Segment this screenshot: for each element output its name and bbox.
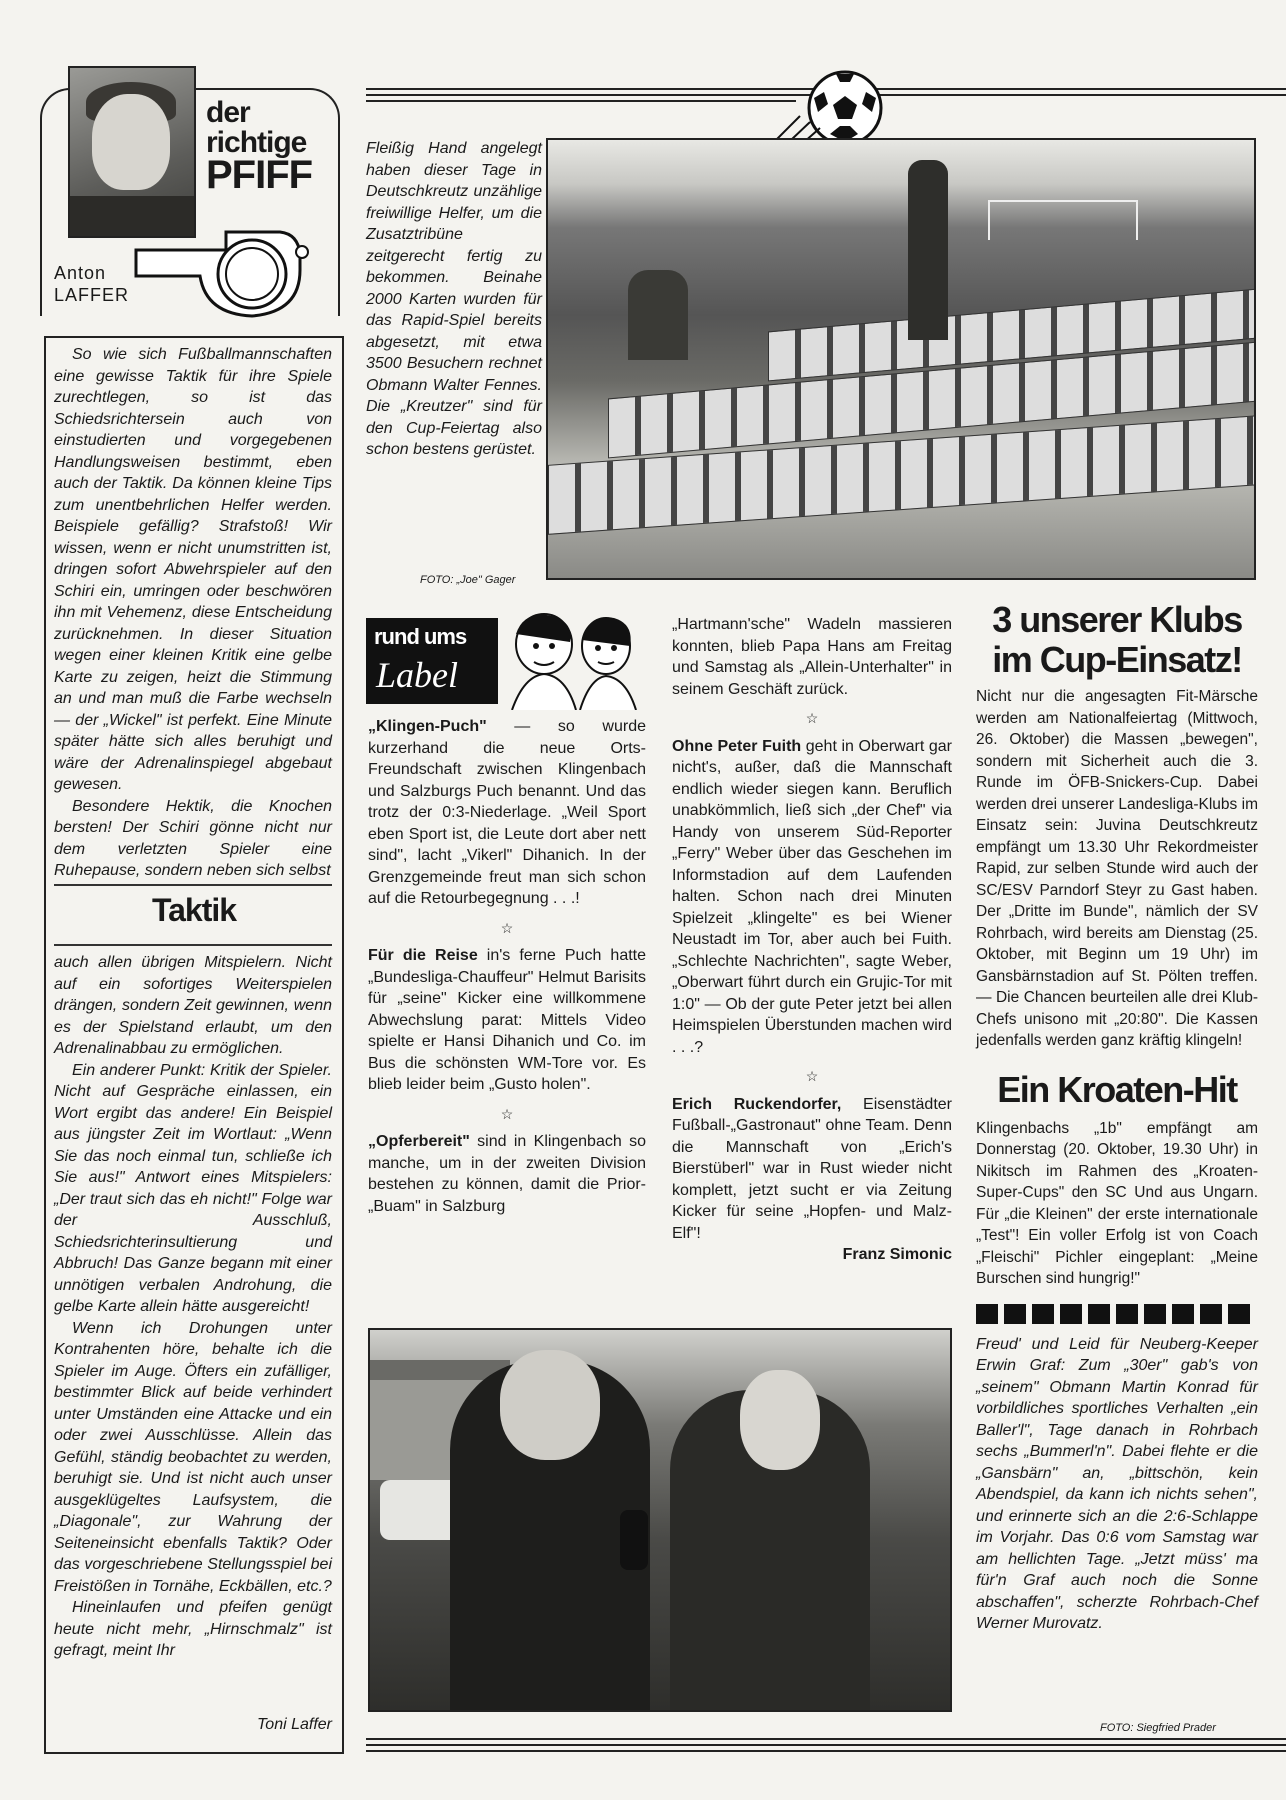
column-para: Hineinlaufen und pfeifen genügt heute nicht mehr, „Hirnschmalz" ist gefragt, meint Ihr <box>54 1599 332 1659</box>
label-item-text: in's ferne Puch hatte „Bundesliga-Chauffeur" Helmut Barisits für „seine" Kicker eine willkommene Abwechslung parat: Mittels Video spielte er Hansi Dihanich und Co. im Bus die schönsten WM-Tore vor. Es blieb leider beim „Gusto holen". <box>368 947 646 1093</box>
divider <box>54 884 332 886</box>
column-para: So wie sich Fußballmannschaften eine gewisse Taktik für ihre Spiele zurechtlegen, so ist das Schiedsrichtersein auch von einstudierten und vorgegebenen Handlungsweisen bestimmt, eben auch der Taktik. Da können kleine Tips zum unentbehrlichen Helfer werden. Beispiele gefällig? Strafstoß! Wir wissen, wenn er nicht unumstritten ist, dringen sofort Abwehrspieler auf den Schiri ein, umringen oder beschwören ihn mit Vehemenz, diese Entscheidung zurücknehmen. In dieser Situation wegen einer kleinen Kritik eine gelbe Karte zu zeigen, heizt die Stimmung an und man muß die Farbe wechseln — der „Wickel" ist perfekt. Eine Minute später hätte sich alles beruhigt und wäre der Adrenalinspiegel abgebaut gewesen. <box>54 346 332 793</box>
label-item-text: sind in Klingenbach so manche, um in der zweiten Division bestehen zu können, damit die Prior-„Buam" in Salzburg <box>368 1133 646 1215</box>
cup-headline: 3 unserer Klubs im Cup-Einsatz! <box>992 599 1242 680</box>
label-item <box>368 1131 646 1217</box>
label-item <box>368 945 646 1096</box>
stadium-work-photo <box>546 138 1256 580</box>
label-item <box>368 716 646 910</box>
bottom-rule <box>366 1744 1286 1746</box>
column-para: Ein anderer Punkt: Kritik der Spieler. Nicht auf Gespräche einlassen, ein Wort ergibt das andere! Ein Beispiel aus jüngster Zeit im Wortlaut: „Wenn Sie das noch einmal tun, schließe ich Sie aus!" Antwort eines Mitspielers: „Der traut sich das eh nicht!" Folge war der Ausschluß, Schiedsrichterinsultierung und Abbruch! Das Ganze begann mit einer unnötigen verbalen Androhung, die gelbe Karte allein hätte ausgereicht! <box>54 1061 332 1315</box>
label-item-lead: Für die Reise <box>368 947 478 964</box>
column-para: Wenn ich Drohungen unter Kontrahenten höre, behalte ich die Spieler im Auge. Öfters ein zufälliger, bestimmter Blick auf beide verhindert unter Umständen eine Attacke und ein oder zwei Ausschlüsse. Allein das Gefühl, ständig beobachtet zu werden, beruhigt sie. Und ist nicht auch unser ausgeklügeltes Laufsystem, die „Diagonale", zur Wahrung der Seiteneinsicht ebenfalls Taktik? Oder das vorgeschriebene Stellungsspiel bei Freistößen in Tornähe, Eckbällen, etc.? <box>54 1319 332 1595</box>
label-author: Franz Simonic <box>842 1246 952 1263</box>
label-item <box>672 1094 952 1245</box>
star-icon: ☆ <box>500 1105 514 1122</box>
whistle-icon <box>130 214 320 334</box>
photo-caption <box>366 138 542 461</box>
column-subhead: Taktik <box>151 892 237 928</box>
column-text-1 <box>54 344 332 882</box>
neuberg-text: Freud' und Leid für Neuberg-Keeper Erwin Graf: Zum „30er" gab's von „seinem" Obmann Martin Konrad für vorbildliches sportliches Verhalten „ein Baller'l", Tage danach in Rohrbach sechs „Bummerl'n". Dabei flehte er die „Gansbärn" an, „bittschön, kein Abendspiel, da kann ich nichts sehen", und erinnerte sich an die 2:6-Schlappe im Vorjahr. Das 0:6 vom Samstag war am hellichten Tage. „Jetzt müss' ma für'n Graf auch noch die Sonne abschaffen", scherzte Rohrbach-Chef Werner Murovatz. <box>976 1335 1258 1632</box>
label-item-text: Eisenstädter Fußball-„Gastronaut" ohne Team. Denn die Mannschaft von „Erich's Bierstüberl" war in Rust wieder nicht komplett, jetzt sucht er via Zeitung Kicker für seine „Hopfen- und Malz-Elf"! <box>672 1095 952 1242</box>
label-item-lead: „Klingen-Puch" <box>368 718 487 735</box>
title-richtige: richtige <box>206 126 307 159</box>
bottom-rule <box>366 1750 1286 1752</box>
label-title-2: Label <box>376 655 459 695</box>
right-column <box>976 600 1258 1635</box>
top-rule <box>366 100 796 102</box>
column-title <box>206 96 346 197</box>
label-logo <box>366 618 498 704</box>
title-der: der <box>206 96 250 129</box>
cup-text: Nicht nur die angesagten Fit-Märsche werden am Nationalfeiertag (Mittwoch, 26. Oktober) die Massen „bewegen", sondern mit Sicherheit auch die 3. Runde im ÖFB-Snickers-Cup. Dabei werden drei unserer Landesliga-Klubs im Einsatz sein: Juvina Deutschkreutz empfängt um 13.30 Uhr Rekordmeister Rapid, zur selben Stunde wird auch der SC/ESV Parndorf Steyr zu Gast haben. Der „Dritte im Bunde", nämlich der SV Rohrbach, wird bereits am Dienstag (25. Oktober, mit Beginn um 19 Uhr) im Gansbärnstadion auf St. Pölten treffen. — Die Chancen beurteilen alle drei Klub-Chefs unisono mit „20:80". Die Kassen jedenfalls werden ganz kräftig klingeln! <box>976 688 1258 1049</box>
divider <box>54 944 332 946</box>
title-pfiff: PFIFF <box>206 153 313 197</box>
handshake-photo <box>368 1328 952 1712</box>
photo-credit: FOTO: „Joe" Gager <box>420 574 516 586</box>
star-icon: ☆ <box>500 919 514 936</box>
label-item-text: — so wurde kurzerhand die neue Orts-Freundschaft zwischen Klingenbach und Salzburgs Puch benannt. Und das trotz der 0:3-Niederlage. „Weil Sport eben Sport ist, die Leute dort aber nett sind", lacht „Vikerl" Dihanich. In der Grenzgemeinde freut man sich schon auf die Retourbegegnung . . .! <box>368 718 646 907</box>
photo-credit-2: FOTO: Siegfried Prader <box>1100 1722 1216 1734</box>
label-item-cont: „Hartmann'sche" Wadeln massieren konnten, blieb Papa Hans am Freitag und Samstag als „Allein-Unterhalter" in seinem Geschäft zurück. <box>672 616 952 698</box>
label-item-text: geht in Oberwart gar nicht's, außer, daß die Mannschaft endlich wieder siegen kann. Beruflich unabkömmlich, ließ sich „der Chef" via Handy von unserem Süd-Reporter „Ferry" Weber über das Geschehen im Informstadion auf dem Laufenden halten. Schon nach drei Minuten Spielzeit „klingelte" es bei Wiener Neustadt im Tor, aber auch bei Fuith. „Schlechte Nachrichten", sagte Weber, „Oberwart führt durch ein Grujic-Tor mit 1:0" — Ob der gute Peter jetzt bei allen Heimspielen Überstunden machen wird . . .? <box>672 737 952 1056</box>
label-item <box>672 736 952 1059</box>
column-signature: Toni Laffer <box>256 1716 332 1733</box>
author-portrait <box>68 66 196 238</box>
label-item-lead: „Opferbereit" <box>368 1133 470 1150</box>
author-name <box>54 262 129 306</box>
cartoon-figures-icon <box>494 606 644 710</box>
label-item-lead: Ohne Peter Fuith <box>672 737 802 755</box>
author-first: Anton <box>54 263 107 283</box>
column-para: Besondere Hektik, die Knochen bersten! Der Schiri gönne nicht nur dem verletzten Spieler eine Ruhepause, sondern neben sich selbst <box>54 797 332 879</box>
star-icon: ☆ <box>805 710 819 726</box>
label-title-1: rund ums <box>374 624 467 649</box>
label-column-1 <box>368 716 646 1217</box>
star-icon: ☆ <box>805 1068 819 1084</box>
column-text-2 <box>54 952 332 1662</box>
label-item-lead: Erich Ruckendorfer, <box>672 1095 842 1113</box>
kroaten-headline: Ein Kroaten-Hit <box>997 1068 1237 1110</box>
label-column-2 <box>672 614 952 1266</box>
bottom-rule <box>366 1738 1286 1740</box>
author-last: LAFFER <box>54 285 130 305</box>
column-para: auch allen übrigen Mitspielern. Nicht auf ein sofortiges Weiterspielen drängen, sondern Zeit gewinnen, wenn es der Spielstand erlaubt, um den Adrenalinabbau zu ermöglichen. <box>54 954 332 1057</box>
block-divider <box>976 1304 1258 1324</box>
caption-text: Fleißig Hand angelegt haben dieser Tage in Deutschkreutz unzählige freiwillige Helfer, um die Zusatztribüne zeitgerecht fertig zu bekommen. Beinahe 2000 Karten wurden für das Rapid-Spiel bereits abgesetzt, mit etwa 3500 Besuchern rechnet Obmann Walter Fennes. Die „Kreutzer" sind für den Cup-Feiertag also schon bestens gerüstet. <box>366 140 542 458</box>
kroaten-text: Klingenbachs „1b" empfängt am Donnerstag (20. Oktober, 19.30 Uhr) in Nikitsch im Rahmen des „Kroaten-Super-Cups" den SC Und aus Ungarn. Für „die Kleinen" der erste internationale „Test"! Ein voller Erfolg ist von Coach „Fleischi" Pichler eingeplant: „Meine Burschen sind hungrig!" <box>976 1119 1258 1287</box>
